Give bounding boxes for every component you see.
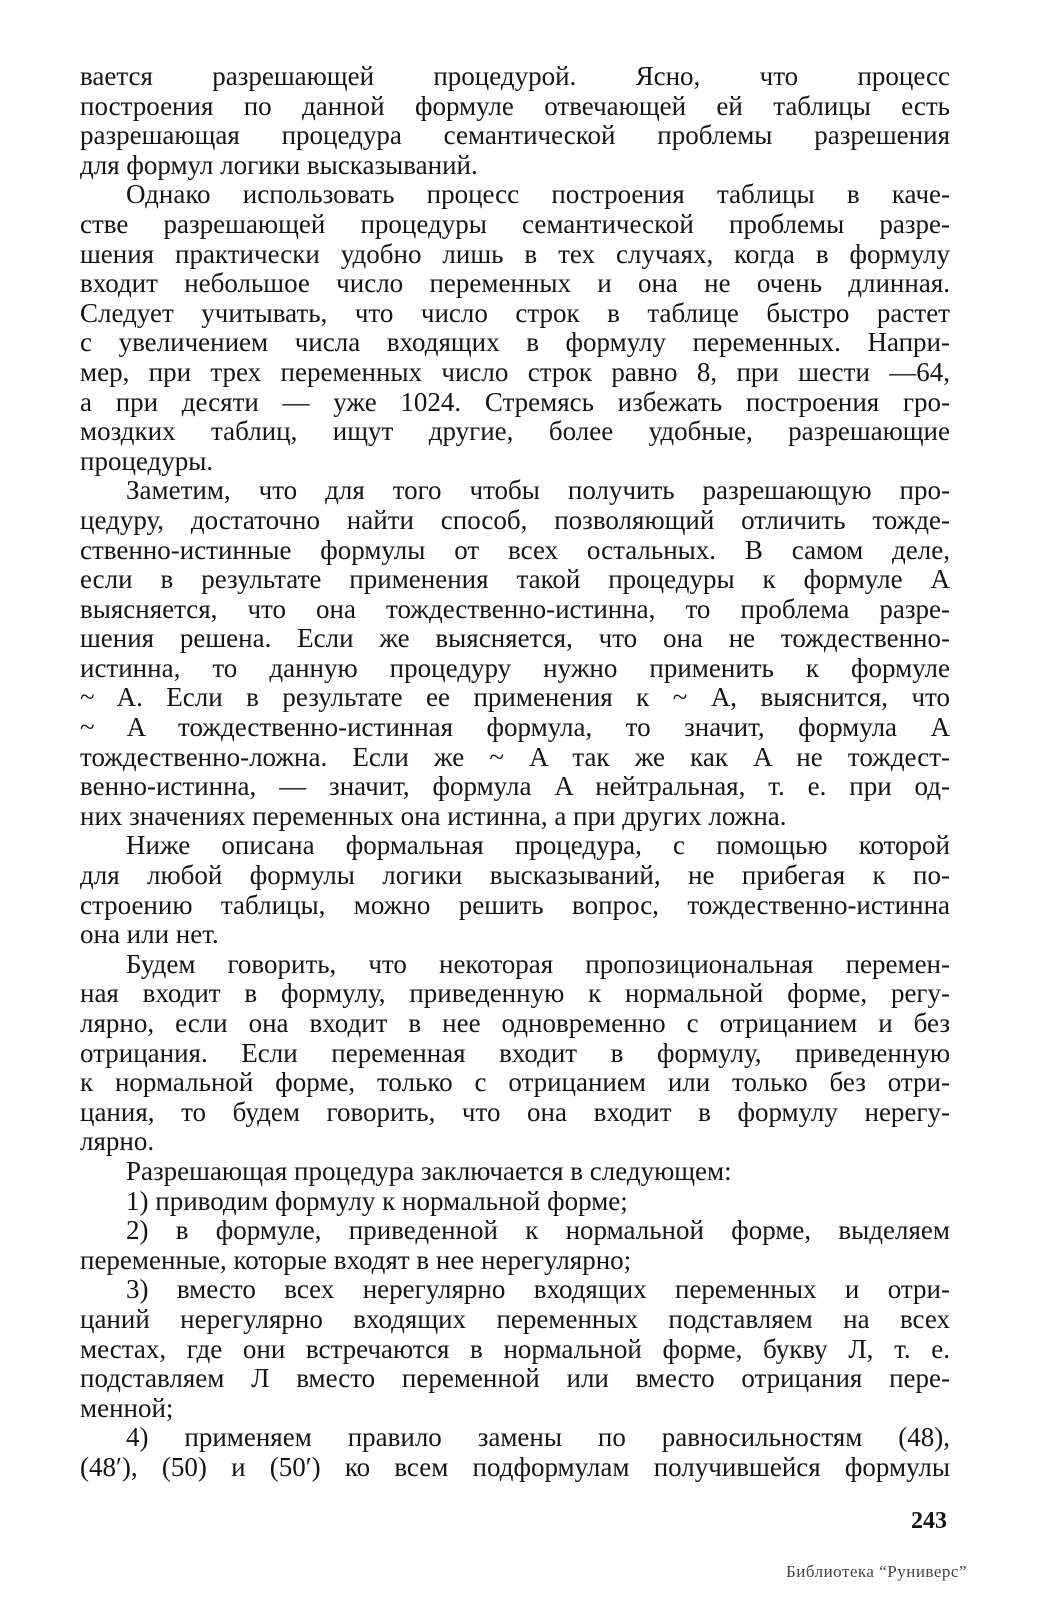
text-line: 3) вместо всех нерегулярно входящих переменных и отри-: [126, 1275, 950, 1305]
text-line: тождественно-ложна. Если же ~ A так же как A не тождест-: [80, 742, 950, 772]
text-line: если в результате применения такой процедуры к формуле A: [80, 565, 950, 595]
text-line: цаний нерегулярно входящих переменных подставляем на всех: [80, 1304, 950, 1334]
text-line: вается разрешающей процедурой. Ясно, что процесс: [80, 62, 950, 91]
text-line: них значениях переменных она истинна, а при других ложна.: [80, 801, 787, 831]
text-line: ная входит в формулу, приведенную к нормальной форме, регу-: [80, 979, 950, 1009]
text-line: цания, то будем говорить, что она входит в формулу нерегу-: [80, 1097, 950, 1127]
text-line: отрицания. Если переменная входит в формулу, приведенную: [80, 1038, 950, 1068]
page-number: 243: [911, 1508, 947, 1534]
text-line: лярно.: [80, 1127, 155, 1157]
text-line: 4) применяем правило замены по равносильностям (48),: [126, 1423, 950, 1453]
text-line: подставляем Л вместо переменной или вместо отрицания пере-: [80, 1364, 950, 1394]
text-line: Разрешающая процедура заключается в следующем:: [126, 1156, 732, 1186]
library-stamp: Библиотека “Руниверс”: [786, 1562, 967, 1581]
text-line: менной;: [80, 1393, 174, 1423]
text-line: Ниже описана формальная процедура, с помощью которой: [126, 831, 950, 861]
text-line: выясняется, что она тождественно-истинна, то проблема разре-: [80, 594, 950, 624]
text-line: шения практически удобно лишь в тех случаях, когда в формулу: [80, 239, 950, 269]
text-line: разрешающая процедура семантической проблемы разрешения: [80, 121, 950, 151]
text-line: с увеличением числа входящих в формулу переменных. Напри-: [80, 328, 950, 358]
text-line: местах, где они встречаются в нормальной форме, букву Л, т. е.: [80, 1334, 950, 1364]
text-line: 1) приводим формулу к нормальной форме;: [126, 1186, 628, 1216]
text-line: шения решена. Если же выясняется, что она не тождественно-: [80, 624, 950, 654]
text-line: цедуру, достаточно найти способ, позволяющий отличить тожде-: [80, 505, 950, 535]
text-line: для формул логики высказываний.: [80, 150, 478, 180]
text-line: строению таблицы, можно решить вопрос, тождественно-истинна: [80, 890, 950, 920]
text-line: Будем говорить, что некоторая пропозициональная перемен-: [126, 949, 950, 979]
text-line: для любой формулы логики высказываний, не прибегая к по-: [80, 861, 950, 891]
text-line: Заметим, что для того чтобы получить разрешающую про-: [126, 476, 950, 506]
text-line: а при десяти — уже 1024. Стремясь избежать построения гро-: [80, 387, 950, 417]
text-line: переменные, которые входят в нее нерегулярно;: [80, 1245, 632, 1275]
text-line: ~ A. Если в результате ее применения к ~ A, выяснится, что: [80, 683, 950, 713]
text-line: венно-истинна, — значит, формула A нейтральная, т. е. при од-: [80, 772, 950, 802]
page-text: [80, 62, 950, 1483]
text-line: входит небольшое число переменных и она не очень длинная.: [80, 269, 950, 299]
text-line: (48′), (50) и (50′) ко всем подформулам получившейся формулы: [80, 1452, 950, 1482]
text-line: к нормальной форме, только с отрицанием или только без отри-: [80, 1068, 950, 1098]
text-line: Следует учитывать, что число строк в таблице быстро растет: [80, 298, 950, 328]
text-line: истинна, то данную процедуру нужно применить к формуле: [80, 653, 950, 683]
text-line: 2) в формуле, приведенной к нормальной форме, выделяем: [126, 1216, 950, 1246]
text-line: построения по данной формуле отвечающей ей таблицы есть: [80, 91, 950, 121]
text-line: Однако использовать процесс построения таблицы в каче-: [126, 180, 950, 210]
text-line: мер, при трех переменных число строк равно 8, при шести —64,: [80, 357, 950, 387]
text-line: процедуры.: [80, 446, 214, 476]
text-line: лярно, если она входит в нее одновременно с отрицанием и без: [80, 1009, 950, 1038]
text-line: моздких таблиц, ищут другие, более удобные, разрешающие: [80, 417, 950, 447]
text-line: ~ A тождественно-истинная формула, то значит, формула A: [80, 713, 950, 743]
text-line: ственно-истинные формулы от всех остальных. В самом деле,: [80, 535, 950, 565]
text-line: стве разрешающей процедуры семантической проблемы разре-: [80, 209, 950, 239]
text-line: она или нет.: [80, 920, 219, 950]
